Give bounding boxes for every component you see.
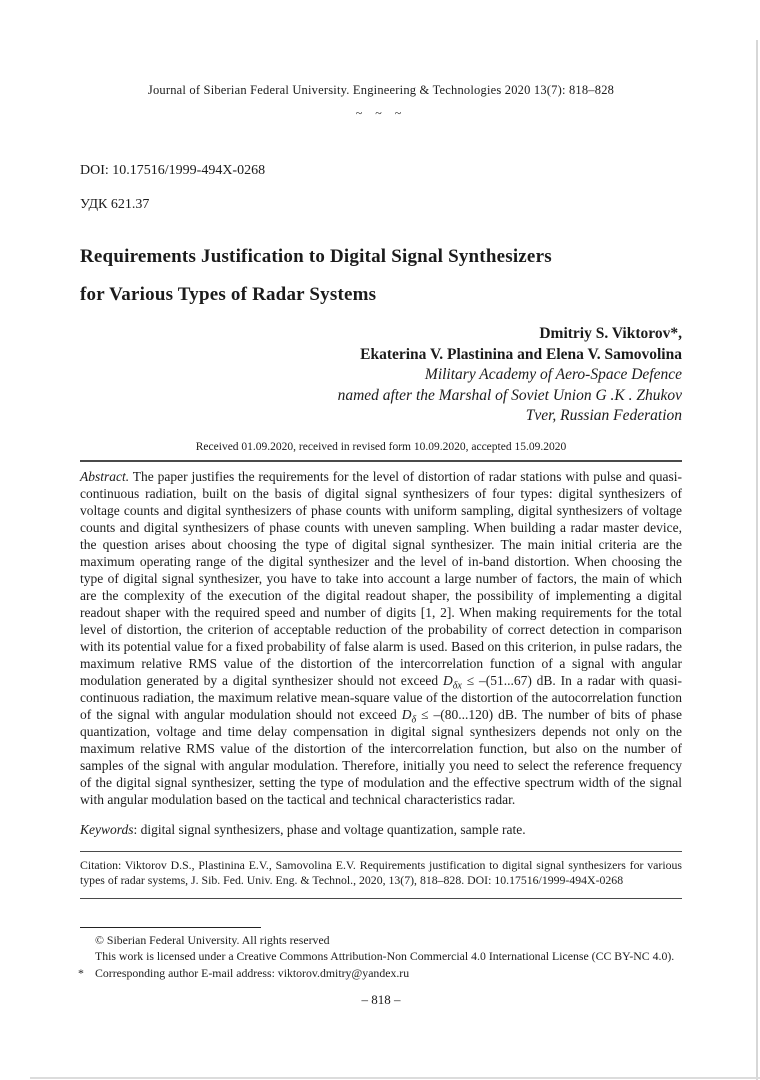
math-variable-d-delta xyxy=(401,706,417,726)
journal-header: Journal of Siberian Federal University. Engineering & Technologies 2020 13(7): 818–828 xyxy=(147,83,615,97)
paper-title xyxy=(80,238,682,314)
math-sub-2: δ xyxy=(411,714,417,726)
udk-line: УДК 621.37 xyxy=(80,197,150,212)
footnote-rule xyxy=(80,927,261,928)
keywords-text: : digital signal synthesizers, phase and voltage quantization, sample rate. xyxy=(133,821,526,837)
abstract-label: Abstract. xyxy=(80,468,130,484)
keywords-line xyxy=(80,821,682,838)
doi-line: DOI: 10.17516/1999-494X-0268 xyxy=(80,163,266,178)
abstract-text-1: The paper justifies the requirements for the level of distortion of radar stations with pulse and quasi-continuous radiation, built on the basis of digital signal synthesizers of four types: digital synthesizers of voltage counts and digital synthesizers of phase counts with uniform sampling, digital synthesizers of voltage counts and digital synthesizers of phase counts with uneven sampling. When building a radar master device, the question arises about choosing the type of digital signal synthesizer. The main initial criteria are the maximum operating range of the digital synthesizer and the level of in-band distortion. When choosing the type of digital signal synthesizer, you have to take into account a large number of factors, the main of which are the complexity of the execution of the digital readout shaper, the possibility of implementing a digital readout shaper with the required speed and number of digits [1, 2]. When making requirements for the total level of distortion, the criterion of acceptable reduction of the probability of correct detection in comparison with its potential value for a fixed probability of false alarm is used. Based on this criterion, in pulse radars, the maximum relative RMS value of the distortion of the intercorrelation function of a signal with angular modulation generated by a digital synthesizer should not exceed xyxy=(80,468,682,688)
scan-edge-right xyxy=(756,40,758,1080)
abstract-text-3: ≤ –(80...120) dB. The number of bits of phase quantization, voltage and time delay compensation in digital signal synthesizers depends not only on the maximum relative RMS value of the distortion of the intercorrelation function, but also on the number of samples of the signal with angular modulation. Therefore, initially you need to select the reference frequency of the digital signal synthesizer, setting the type of modulation and the effective spectrum width of the signal with angular modulation based on the tactical and technical characteristics radar. xyxy=(80,706,682,807)
copyright-note: © Siberian Federal University. All rights reserved xyxy=(95,932,330,947)
page-content xyxy=(80,0,682,1008)
math-variable-d-delta-x xyxy=(443,672,462,692)
math-base-1: D xyxy=(443,672,453,688)
author-name-1: Dmitriy S. Viktorov*, xyxy=(539,325,682,342)
footnotes xyxy=(80,927,682,982)
license-note: This work is licensed under a Creative Commons Attribution-Non Commercial 4.0 International License (CC BY-NC 4.0). xyxy=(95,949,675,963)
keywords-label: Keywords xyxy=(80,821,134,837)
scan-edge-bottom xyxy=(30,1077,760,1079)
author-name-2: Ekaterina V. Plastinina and Elena V. Samovolina xyxy=(360,345,682,363)
page-number: – 818 – xyxy=(361,992,401,1007)
affiliation-line-2: named after the Marshal of Soviet Union G .K . Zhukov xyxy=(337,386,682,404)
corresponding-author-note xyxy=(78,965,682,982)
math-sub-1: δx xyxy=(452,680,462,692)
footnote-marker: * xyxy=(78,965,84,980)
paper-title-line-2: for Various Types of Radar Systems xyxy=(80,284,377,305)
corresponding-author-text: Corresponding author E-mail address: viktorov.dmitry@yandex.ru xyxy=(95,965,410,980)
abstract-paragraph xyxy=(80,468,682,808)
authors-block xyxy=(80,324,682,427)
affiliation-line-1: Military Academy of Aero-Space Defence xyxy=(424,366,682,383)
ornament-separator: ~ ~ ~ xyxy=(355,106,407,120)
affiliation-line-3: Tver, Russian Federation xyxy=(525,407,682,424)
paper-title-line-1: Requirements Justification to Digital Signal Synthesizers xyxy=(80,246,552,267)
received-dates: Received 01.09.2020, received in revised form 10.09.2020, accepted 15.09.2020 xyxy=(80,441,682,462)
citation-block: Citation: Viktorov D.S., Plastinina E.V., Samovolina E.V. Requirements justification to digital signal synthesizers for various types of radar systems, J. Sib. Fed. Univ. Eng. & Technol., 2020, 13(7), 818–828. DOI: 10.17516/1999-494X-0268 xyxy=(80,851,682,899)
math-base-2: D xyxy=(401,706,412,722)
abstract-text-2: ≤ –(51...67) dB. In a radar with quasi-continuous radiation, the maximum relative mean-square value of the distortion of the autocorrelation function of the signal with angular modulation should not exceed xyxy=(80,672,682,722)
